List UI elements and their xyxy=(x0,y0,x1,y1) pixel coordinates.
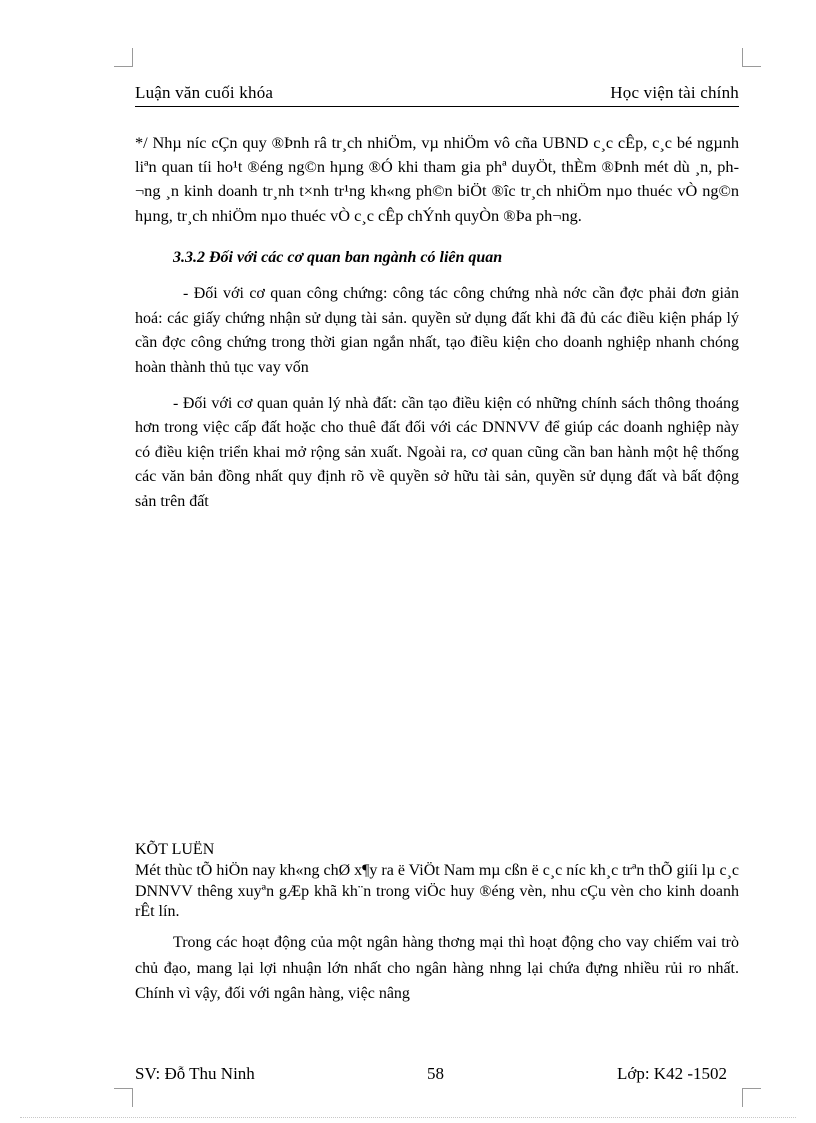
footer-class-label: Lớp: K42 -1502 xyxy=(616,1064,727,1083)
page-header xyxy=(135,82,739,107)
header-left-title: Luận văn cuối khóa xyxy=(135,83,274,102)
page-edge-divider xyxy=(20,1117,796,1118)
garbled-paragraph: */ Nhµ níc cÇn quy ®Þnh râ tr¸ch nhiÖm, vµ nhiÖm vô cña UBND c¸c cÊp, c¸c bé ngµnh liªn quan tíi ho¹t ®éng ng©n hµng ®Ó khi tham gia phª duyÖt, thÈm ®Þnh mét dù ¸n, ph¬ng ¸n kinh doanh tr¸nh t×nh tr¹ng kh«ng ph©n biÖt ®îc tr¸ch nhiÖm nµo thuéc vÒ ng©n hµng, tr¸ch nhiÖm nµo thuéc vÒ c¸c cÊp chÝnh quyÒn ®Þa ph¬ng. xyxy=(135,133,739,225)
paragraph-notary: - Đối với cơ quan công chứng: công tác công chứng nhà nớc cần đợc phải đơn giản hoá: các giấy chứng nhận sử dụng tài sản. quyền sử dụng đất khi đã đủ các điều kiện pháp lý cần đợc công chứng trong thời gian ngắn nhất, tạo điều kiện cho doanh nghiệp nhanh chóng hoàn thành thủ tục vay vốn xyxy=(135,285,739,376)
crop-mark-top-left xyxy=(114,48,133,67)
crop-mark-bottom-left xyxy=(114,1088,133,1107)
conclusion-heading: KÕT LUËN xyxy=(135,841,215,858)
section-heading: 3.3.2 Đối với các cơ quan ban ngành có liên quan xyxy=(173,249,503,266)
header-right-title: Học viện tài chính xyxy=(610,83,739,102)
paragraph-land-authority: - Đối với cơ quan quản lý nhà đất: cần tạo điều kiện có những chính sách thông thoáng hơn trong việc cấp đất hoặc cho thuê đất đối với các DNNVV để giúp các doanh nghiệp này có điều kiện triển khai mở rộng sản xuất. Ngoài ra, cơ quan cũng cần ban hành một hệ thống các văn bản đồng nhất quy định rõ về quyền sở hữu tài sản, quyền sử dụng đất và bất động sản trên đất xyxy=(135,395,739,510)
footer-student-name: SV: Đỗ Thu Ninh xyxy=(135,1064,255,1083)
crop-mark-bottom-right xyxy=(742,1088,761,1107)
paragraph-bank-lending: Trong các hoạt động của một ngân hàng thơng mại thì hoạt động cho vay chiếm vai trò chủ đạo, mang lại lợi nhuận lớn nhất cho ngân hàng nhng lại chứa đựng nhiều rủi ro nhất. Chính vì vậy, đối với ngân hàng, việc nâng xyxy=(135,934,739,1003)
footer-page-number: 58 xyxy=(427,1064,444,1083)
conclusion-paragraph: Mét thùc tÕ hiÖn nay kh«ng chØ x¶y ra ë ViÖt Nam mµ cßn ë c¸c níc kh¸c trªn thÕ giíi lµ c¸c DNNVV thêng xuyªn gÆp khã kh¨n trong viÖc huy ®éng vèn, nhu cÇu vèn cho kinh doanh rÊt lín. xyxy=(135,862,739,920)
crop-mark-top-right xyxy=(742,48,761,67)
